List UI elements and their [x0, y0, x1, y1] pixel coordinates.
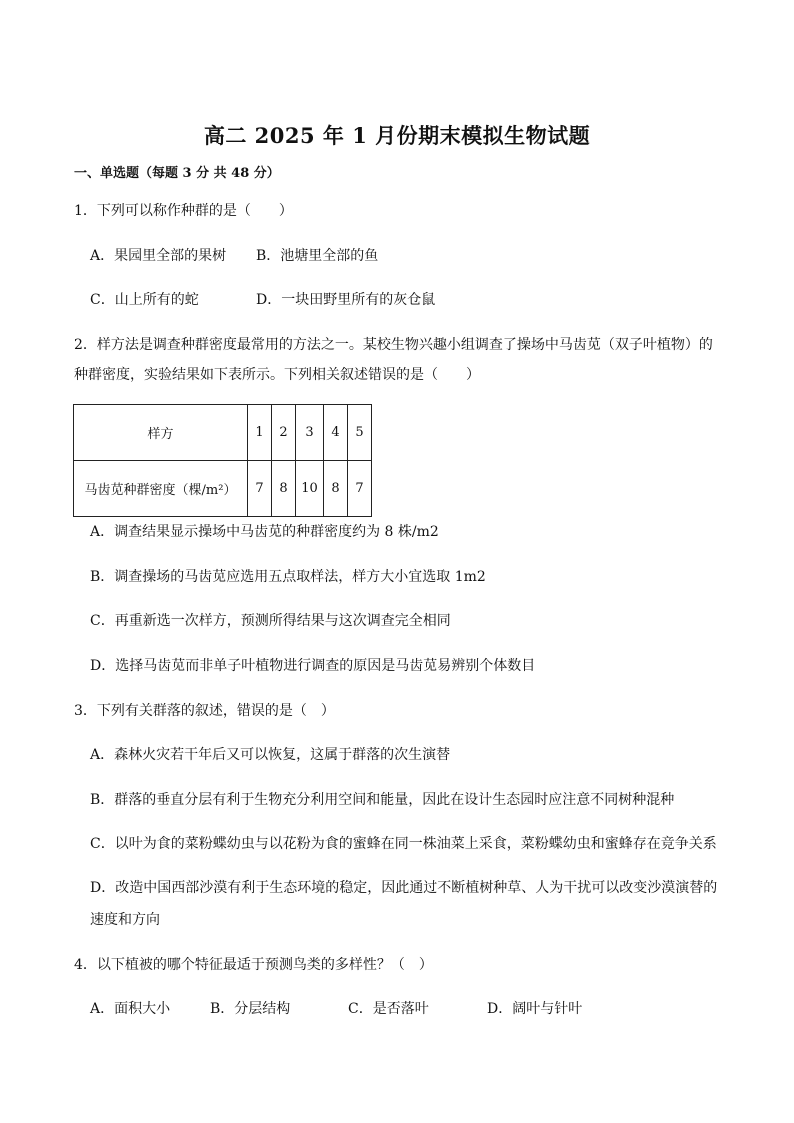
question-4-option-c: C．是否落叶 — [348, 1001, 429, 1017]
quadrat-table — [73, 404, 372, 517]
table-cell: 3 — [296, 405, 324, 461]
question-4-stem: 4．以下植被的哪个特征最适于预测鸟类的多样性？（ ） — [74, 957, 433, 973]
question-3-option-a: A．森林火灾若干年后又可以恢复，这属于群落的次生演替 — [90, 747, 451, 763]
question-3-option-c: C．以叶为食的菜粉蝶幼虫与以花粉为食的蜜蜂在同一株油菜上采食，菜粉蝶幼虫和蜜蜂存在竞争关系 — [90, 836, 717, 852]
question-4-option-d: D．阔叶与针叶 — [487, 1001, 583, 1017]
question-2-option-a: A．调查结果显示操场中马齿苋的种群密度约为 8 株/m2 — [90, 524, 439, 540]
table-cell: 8 — [272, 461, 296, 517]
question-3-option-d: D．改造中国西部沙漠有利于生态环境的稳定，因此通过不断植树种草、人为干扰可以改变沙漠演替的速度和方向 — [90, 880, 718, 928]
question-1-stem: 1．下列可以称作种群的是（ ） — [74, 203, 293, 219]
table-header-cell: 样方 — [74, 405, 248, 461]
table-cell: 5 — [348, 405, 372, 461]
table-header-cell: 马齿苋种群密度（棵/m²） — [74, 461, 248, 517]
question-4-option-b: B．分层结构 — [210, 1001, 291, 1017]
table-cell: 7 — [348, 461, 372, 517]
question-1-option-d: D．一块田野里所有的灰仓鼠 — [256, 292, 436, 308]
table-cell: 7 — [248, 461, 272, 517]
question-3-stem: 3．下列有关群落的叙述，错误的是（ ） — [74, 703, 335, 719]
question-2-option-d: D．选择马齿苋而非单子叶植物进行调查的原因是马齿苋易辨别个体数目 — [90, 658, 536, 674]
table-cell: 4 — [324, 405, 348, 461]
question-1-option-b: B．池塘里全部的鱼 — [256, 248, 379, 264]
question-2-option-b: B．调查操场的马齿苋应选用五点取样法，样方大小宜选取 1m2 — [90, 569, 486, 585]
question-1-option-a: A．果园里全部的果树 — [90, 248, 227, 264]
question-4-option-a: A．面积大小 — [90, 1001, 171, 1017]
question-2-stem: 2．样方法是调查种群密度最常用的方法之一。某校生物兴趣小组调查了操场中马齿苋（双子叶植物）的种群密度，实验结果如下表所示。下列相关叙述错误的是（ ） — [74, 337, 713, 383]
question-2-option-c: C．再重新选一次样方，预测所得结果与这次调查完全相同 — [90, 613, 451, 629]
question-3-option-b: B．群落的垂直分层有利于生物充分利用空间和能量，因此在设计生态园时应注意不同树种混种 — [90, 792, 675, 808]
table-row — [74, 405, 372, 461]
table-cell: 10 — [296, 461, 324, 517]
page-title: 高二 2025 年 1 月份期末模拟生物试题 — [203, 123, 591, 148]
table-cell: 8 — [324, 461, 348, 517]
table-cell: 1 — [248, 405, 272, 461]
question-1-option-c: C．山上所有的蛇 — [90, 292, 199, 308]
table-cell: 2 — [272, 405, 296, 461]
table-row — [74, 461, 372, 517]
section-heading: 一、单选题（每题 3 分 共 48 分） — [74, 166, 280, 181]
